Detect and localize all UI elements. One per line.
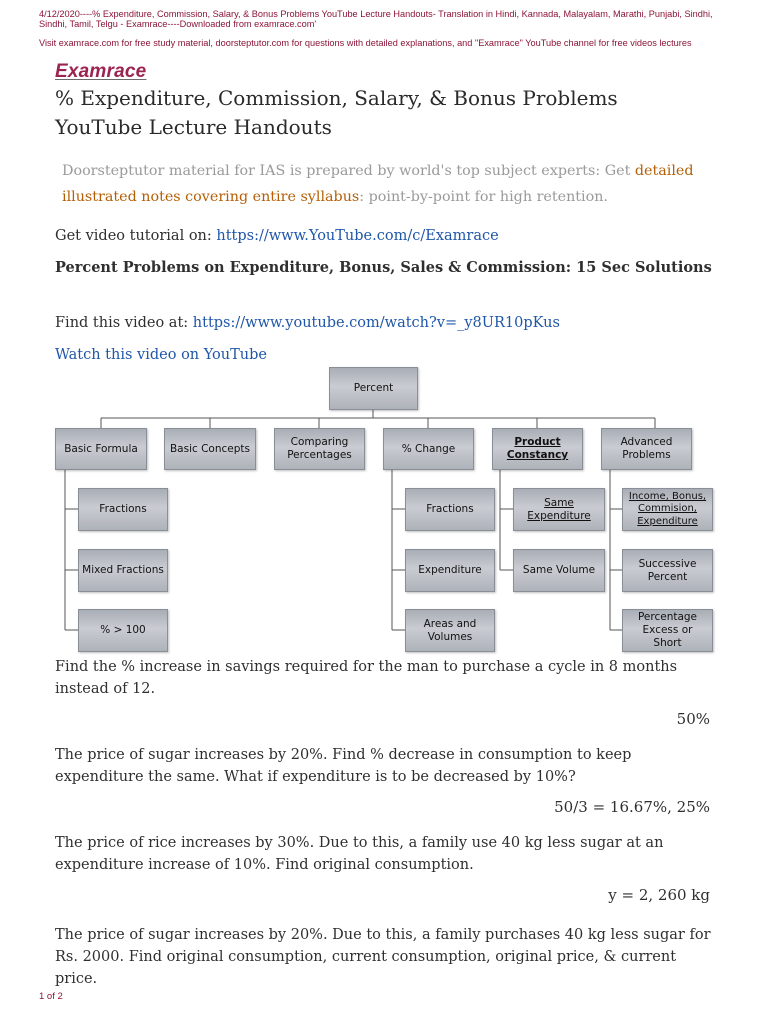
- node-adv-successive-percent: Successive Percent: [622, 549, 713, 592]
- examrace-logo[interactable]: Examrace: [55, 61, 147, 82]
- problem-1-answer: 50%: [676, 710, 710, 728]
- node-ch-fractions: Fractions: [405, 488, 495, 531]
- section-heading: Percent Problems on Expenditure, Bonus, Sales & Commission: 15 Sec Solutions: [55, 259, 712, 276]
- page-title: [55, 84, 735, 142]
- find-video-label: Find this video at:: [55, 315, 193, 331]
- promo-notes-link[interactable]: detailed illustrated notes covering entire syllabus: [62, 163, 694, 205]
- node-percent-change: % Change: [383, 428, 474, 470]
- node-percent: Percent: [329, 367, 418, 410]
- node-basic-formula: Basic Formula: [55, 428, 147, 470]
- node-basic-concepts: Basic Concepts: [164, 428, 256, 470]
- promo-prefix: Doorsteptutor material for IAS is prepared by world's top subject experts: Get: [62, 163, 635, 179]
- problem-4-question: The price of sugar increases by 20%. Due to this, a family purchases 40 kg less sugar for Rs. 2000. Find original consumption, current consumption, original price, & current price.: [55, 927, 711, 987]
- youtube-channel-link[interactable]: https://www.YouTube.com/c/Examrace: [216, 228, 499, 244]
- promo-text: [62, 158, 712, 210]
- title-line-2: YouTube Lecture Handouts: [55, 115, 332, 139]
- node-pc-same-expenditure: Same Expenditure: [513, 488, 605, 531]
- node-ch-expenditure: Expenditure: [405, 549, 495, 592]
- visit-header: Visit examrace.com for free study material, doorsteptutor.com for questions with detailed explanations, and "Examrace" YouTube channel for free videos lectures: [39, 38, 692, 48]
- download-header: 4/12/2020----% Expenditure, Commission, Salary, & Bonus Problems YouTube Lecture Handouts- Translation in Hindi, Kannada, Malayalam, Marathi, Punjabi, Sindhi, Sindhi, Tamil, Telgu - Examrace----Downloaded from examrace.com': [39, 9, 713, 29]
- node-adv-excess-short: Percentage Excess or Short: [622, 609, 713, 652]
- node-adv-income-bonus: Income, Bonus, Commision, Expenditure: [622, 488, 713, 531]
- node-bf-over-100: % > 100: [78, 609, 168, 652]
- node-product-constancy: Product Constancy: [492, 428, 583, 470]
- problem-3-question: The price of rice increases by 30%. Due to this, a family use 40 kg less sugar at an expenditure increase of 10%. Find original consumption.: [55, 835, 664, 873]
- problem-3-answer: y = 2, 260 kg: [608, 886, 710, 904]
- video-tutorial-label: Get video tutorial on:: [55, 228, 217, 244]
- video-url-link[interactable]: https://www.youtube.com/watch?v=_y8UR10pKus: [192, 315, 560, 331]
- node-pc-same-volume: Same Volume: [513, 549, 605, 592]
- problem-1-question: Find the % increase in savings required for the man to purchase a cycle in 8 months instead of 12.: [55, 659, 678, 697]
- node-advanced-problems: Advanced Problems: [601, 428, 692, 470]
- title-line-1: % Expenditure, Commission, Salary, & Bonus Problems: [55, 86, 618, 110]
- page-number: 1 of 2: [39, 991, 63, 1002]
- video-tutorial-line: [55, 225, 715, 247]
- find-video-line: [55, 312, 715, 334]
- node-bf-mixed-fractions: Mixed Fractions: [78, 549, 168, 592]
- node-bf-fractions: Fractions: [78, 488, 168, 531]
- problem-2-answer: 50/3 = 16.67%, 25%: [554, 798, 710, 816]
- node-comparing-percentages: Comparing Percentages: [274, 428, 365, 470]
- promo-suffix: : point-by-point for high retention.: [359, 189, 608, 205]
- problem-2-question: The price of sugar increases by 20%. Find % decrease in consumption to keep expenditure the same. What if expenditure is to be decreased by 10%?: [55, 747, 632, 785]
- watch-on-youtube-link[interactable]: Watch this video on YouTube: [55, 347, 267, 363]
- node-ch-areas-volumes: Areas and Volumes: [405, 609, 495, 652]
